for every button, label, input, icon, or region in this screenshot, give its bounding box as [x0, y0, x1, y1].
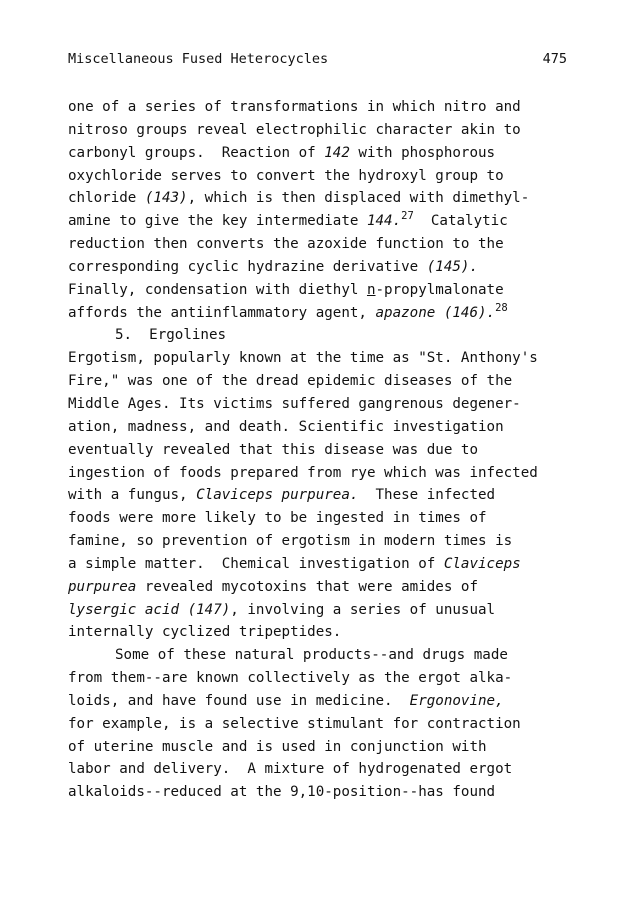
species-name: purpurea	[68, 578, 137, 595]
text-line: one of a series of transformations in which nitro and	[68, 99, 521, 115]
footnote-ref: 28	[495, 301, 508, 314]
text-line: Ergotism, popularly known at the time as "St. Anthony's	[68, 350, 538, 367]
compound-ref: 142	[324, 144, 350, 161]
compound-ref: apazone (146).	[375, 304, 496, 321]
body-text	[68, 96, 588, 804]
text-line: foods were more likely to be ingested in times of	[68, 510, 487, 527]
text-line: ation, madness, and death. Scientific investigation	[68, 418, 504, 435]
compound-ref: 144.	[366, 213, 402, 230]
species-name: Claviceps purpurea.	[196, 487, 359, 504]
running-title: Miscellaneous Fused Heterocycles	[68, 51, 329, 67]
text-line: alkaloids--reduced at the 9,10-position--has found	[68, 784, 496, 801]
compound-ref: (145).	[426, 258, 478, 275]
text-line: for example, is a selective stimulant for contraction	[68, 715, 521, 732]
page-number: 475	[542, 51, 567, 67]
text-line: chloride (143), which is then displaced with dimethyl-	[68, 190, 530, 207]
text-line: lysergic acid (147), involving a series of unusual	[68, 601, 496, 618]
text-line: oxychloride serves to convert the hydroxyl group to	[68, 167, 504, 184]
text-line: carbonyl groups. Reaction of 142 with phosphorous	[68, 144, 496, 161]
text-line: from them--are known collectively as the ergot alka-	[68, 670, 513, 687]
text-line: eventually revealed that this disease was due to	[68, 441, 478, 458]
species-name: Claviceps	[443, 555, 521, 572]
text-line: reduction then converts the azoxide function to the	[68, 236, 504, 253]
text-line: famine, so prevention of ergotism in modern times is	[68, 533, 513, 550]
underlined-prefix: n	[366, 281, 376, 298]
text-line: purpurea revealed mycotoxins that were amides of	[68, 578, 479, 595]
text-line: a simple matter. Chemical investigation of Claviceps	[68, 555, 521, 572]
text-line: Finally, condensation with diethyl n-propylmalonate	[68, 281, 504, 298]
text-line: with a fungus, Claviceps purpurea. These infected	[68, 487, 496, 504]
text-line: labor and delivery. A mixture of hydrogenated ergot	[68, 761, 513, 778]
section-heading: 5. Ergolines	[115, 327, 227, 344]
drug-name: Ergonovine,	[409, 692, 504, 709]
text-line: amine to give the key intermediate 144.27 Catalytic	[68, 210, 508, 230]
text-line: Some of these natural products--and drugs made	[115, 647, 508, 664]
running-header	[68, 49, 567, 69]
compound-ref: (143)	[144, 190, 188, 207]
text-line: Middle Ages. Its victims suffered gangrenous degener-	[68, 395, 521, 412]
text-line: corresponding cyclic hydrazine derivative (145).	[68, 258, 478, 275]
compound-ref: lysergic acid (147)	[68, 601, 231, 618]
text-line: loids, and have found use in medicine. Ergonovine,	[68, 692, 504, 709]
text-line: nitroso groups reveal electrophilic character akin to	[68, 121, 521, 138]
text-line: ingestion of foods prepared from rye which was infected	[68, 464, 538, 481]
footnote-ref: 27	[401, 210, 414, 223]
text-line: Fire," was one of the dread epidemic diseases of the	[68, 373, 513, 390]
text-line: affords the antiinflammatory agent, apazone (146).$^{28}$	[68, 301, 508, 321]
text-line: of uterine muscle and is used in conjunction with	[68, 738, 487, 755]
text-line: internally cyclized tripeptides.	[68, 624, 342, 641]
